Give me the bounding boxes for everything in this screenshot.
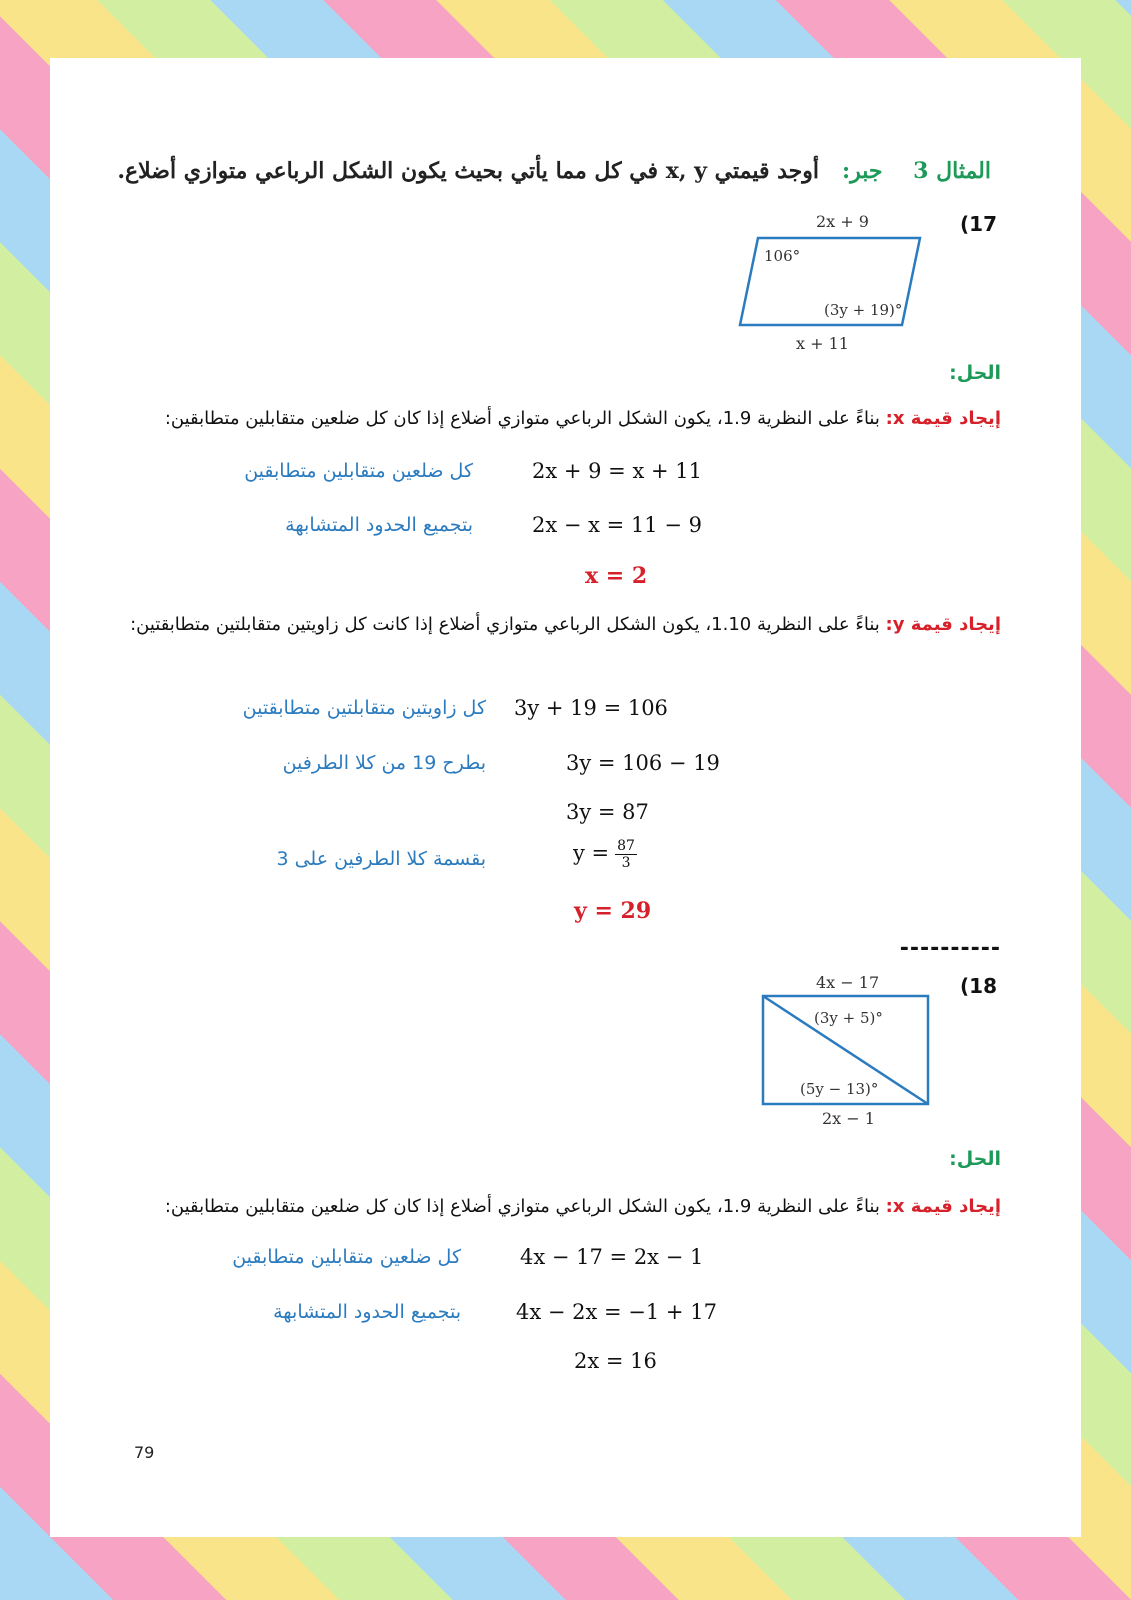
- topic-label: جبر:: [842, 158, 883, 184]
- p17-x-step1-note: كل ضلعين متقابلين متطابقين: [244, 460, 473, 482]
- p17-y-text: بناءً على النظرية 1.10، يكون الشكل الرباعي متوازي أضلاع إذا كانت كل زاويتين متقابلتين متطابقتين:: [130, 614, 880, 635]
- p17-y-step3-eq: 3y = 87: [566, 800, 649, 824]
- p18-x-heading: إيجاد قيمة x:: [885, 1196, 1001, 1217]
- p18-angle2: (5y − 13)°: [800, 1080, 879, 1098]
- p18-solution-label: الحل:: [949, 1148, 1001, 1170]
- p17-bottom-label: x + 11: [796, 334, 849, 353]
- p18-x-step2-note: بتجميع الحدود المتشابهة: [273, 1301, 461, 1323]
- p17-y-step1-eq: 3y + 19 = 106: [514, 696, 668, 720]
- p17-x-text: بناءً على النظرية 1.9، يكون الشكل الرباعي متوازي أضلاع إذا كان كل ضلعين متقابلين متطابقين:: [164, 408, 880, 429]
- p17-x-paragraph: [130, 400, 1001, 438]
- problem-18-figure: [750, 968, 940, 1130]
- example-label: المثال 3: [913, 158, 991, 184]
- p18-x-step3-eq: 2x = 16: [574, 1349, 657, 1373]
- p18-x-step2-eq: 4x − 2x = −1 + 17: [516, 1300, 717, 1324]
- fraction: [615, 838, 637, 871]
- p18-top-label: 4x − 17: [816, 973, 880, 992]
- p17-x-step2-note: بتجميع الحدود المتشابهة: [285, 514, 473, 536]
- separator: ----------: [899, 936, 1001, 961]
- p17-y-heading: إيجاد قيمة y:: [885, 614, 1001, 635]
- p18-x-text: بناءً على النظرية 1.9، يكون الشكل الرباعي متوازي أضلاع إذا كان كل ضلعين متقابلين متطابقين:: [164, 1196, 880, 1217]
- p17-x-step2-eq: 2x − x = 11 − 9: [532, 513, 702, 537]
- p17-x-result: x = 2: [585, 563, 648, 589]
- p17-angle1: 106°: [764, 247, 801, 265]
- p17-y-paragraph: [130, 606, 1001, 644]
- fraction-numerator: 87: [617, 838, 635, 854]
- p17-angle2: (3y + 19)°: [824, 301, 903, 319]
- p17-y-step4-lhs: y =: [573, 841, 610, 865]
- p17-y-step4-note: بقسمة كلا الطرفين على 3: [276, 848, 486, 870]
- p17-y-result: y = 29: [574, 898, 652, 924]
- p18-x-step1-note: كل ضلعين متقابلين متطابقين: [232, 1246, 461, 1268]
- p17-y-step2-note: بطرح 19 من كلا الطرفين: [282, 752, 486, 774]
- problem-17-number: (17: [960, 212, 997, 236]
- example-prompt: أوجد قيمتي x, y في كل مما يأتي بحيث يكون الشكل الرباعي متوازي أضلاع.: [117, 158, 820, 184]
- p17-y-step4-eq: [573, 838, 637, 871]
- example-header: [117, 158, 991, 184]
- p18-bottom-label: 2x − 1: [822, 1109, 875, 1128]
- p18-x-step1-eq: 4x − 17 = 2x − 1: [520, 1245, 704, 1269]
- p17-solution-label: الحل:: [949, 362, 1001, 384]
- p18-x-paragraph: [130, 1188, 1001, 1226]
- p17-y-step1-note: كل زاويتين متقابلتين متطابقتين: [242, 697, 486, 719]
- fraction-denominator: 3: [621, 855, 631, 871]
- page: [50, 58, 1081, 1537]
- p17-x-step1-eq: 2x + 9 = x + 11: [532, 459, 702, 483]
- problem-17-figure: [730, 203, 930, 358]
- p17-y-step2-eq: 3y = 106 − 19: [566, 751, 720, 775]
- page-number: 79: [134, 1443, 155, 1462]
- p17-x-heading: إيجاد قيمة x:: [885, 408, 1001, 429]
- p17-top-label: 2x + 9: [816, 212, 869, 231]
- problem-18-number: (18: [960, 974, 997, 998]
- p18-angle1: (3y + 5)°: [814, 1009, 883, 1027]
